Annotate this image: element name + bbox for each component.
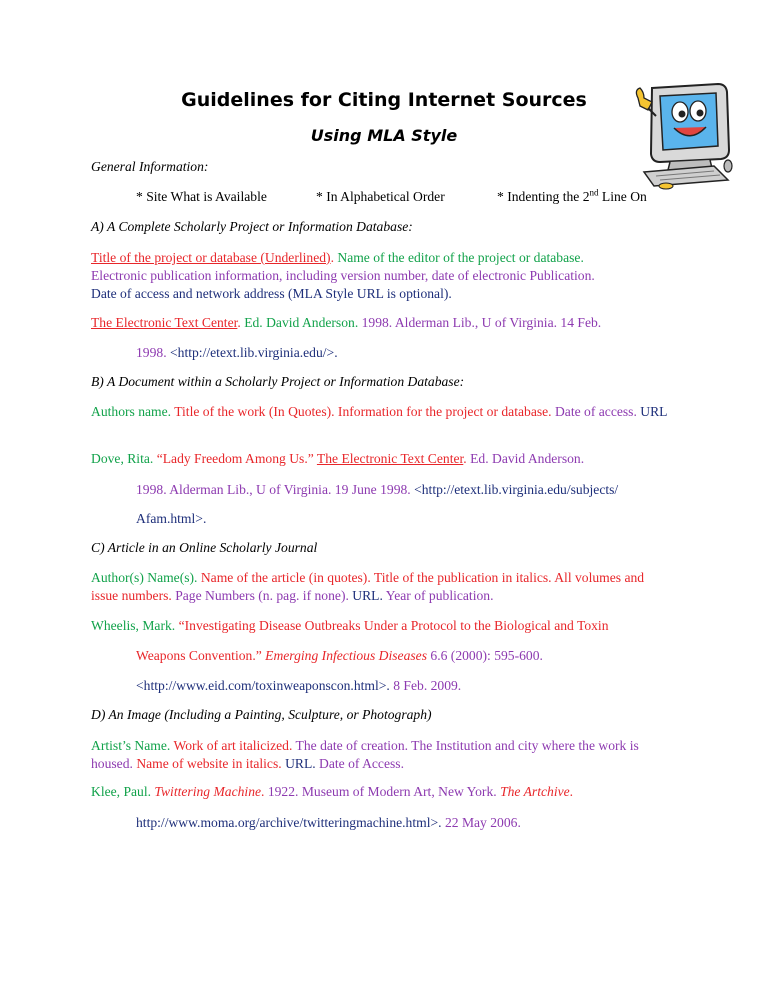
page-title: Guidelines for Citing Internet Sources — [181, 89, 587, 111]
section-a-description: Title of the project or database (Underlined). Name of the editor of the project or database. Electronic publication information, including version number, date of electronic Publication. Date of access and network address (MLA Style URL is optional). — [91, 250, 595, 301]
section-c-heading: C) Article in an Online Scholarly Journal — [91, 540, 318, 555]
section-d-example: Klee, Paul. Twittering Machine. 1922. Museum of Modern Art, New York. The Artchive. — [91, 784, 574, 799]
section-b-example-url: Afam.html>. — [136, 511, 207, 526]
section-d-example-url: http://www.moma.org/archive/twitteringmachine.html>. 22 May 2006. — [136, 815, 521, 830]
section-c-example-url: <http://www.eid.com/toxinweaponscon.html>. 8 Feb. 2009. — [136, 678, 462, 693]
section-b-description: Authors name. Title of the work (In Quotes). Information for the project or database. Date of access. URL — [91, 404, 668, 419]
section-a-heading: A) A Complete Scholarly Project or Information Database: — [91, 219, 413, 234]
section-b-heading: B) A Document within a Scholarly Project or Information Database: — [91, 374, 465, 389]
section-b-example-cont: 1998. Alderman Lib., U of Virginia. 19 June 1998. <http://etext.lib.virginia.edu/subjects/ — [136, 482, 619, 497]
general-item-1: * Site What is Available — [136, 189, 267, 204]
section-c-description: Author(s) Name(s). Name of the article (in quotes). Title of the publication in italics. All volumes and issue numbers. Page Numbers (n. pag. if none). URL. Year of publication. — [91, 570, 645, 603]
section-c-example: Wheelis, Mark. “Investigating Disease Outbreaks Under a Protocol to the Biological and Toxin — [91, 618, 609, 633]
section-a-example-cont: 1998. <http://etext.lib.virginia.edu/>. — [136, 345, 338, 360]
general-item-2: * In Alphabetical Order — [316, 189, 445, 204]
general-heading: General Information: — [91, 159, 209, 174]
section-d-description: Artist’s Name. Work of art italicized. The date of creation. The Institution and city where the work is housed. Name of website in italics. URL. Date of Access. — [91, 738, 639, 771]
page-subtitle: Using MLA Style — [310, 126, 458, 145]
general-item-3: * Indenting the 2nd Line On — [497, 187, 647, 204]
section-b-example: Dove, Rita. “Lady Freedom Among Us.” The Electronic Text Center. Ed. David Anderson. — [91, 451, 585, 466]
computer-mascot-icon — [630, 80, 734, 190]
section-d-heading: D) An Image (Including a Painting, Sculpture, or Photograph) — [91, 707, 432, 722]
section-c-example-cont: Weapons Convention.” Emerging Infectious Diseases 6.6 (2000): 595-600. — [136, 648, 543, 663]
section-a-example: The Electronic Text Center. Ed. David Anderson. 1998. Alderman Lib., U of Virginia. 14 Feb. — [91, 315, 602, 330]
